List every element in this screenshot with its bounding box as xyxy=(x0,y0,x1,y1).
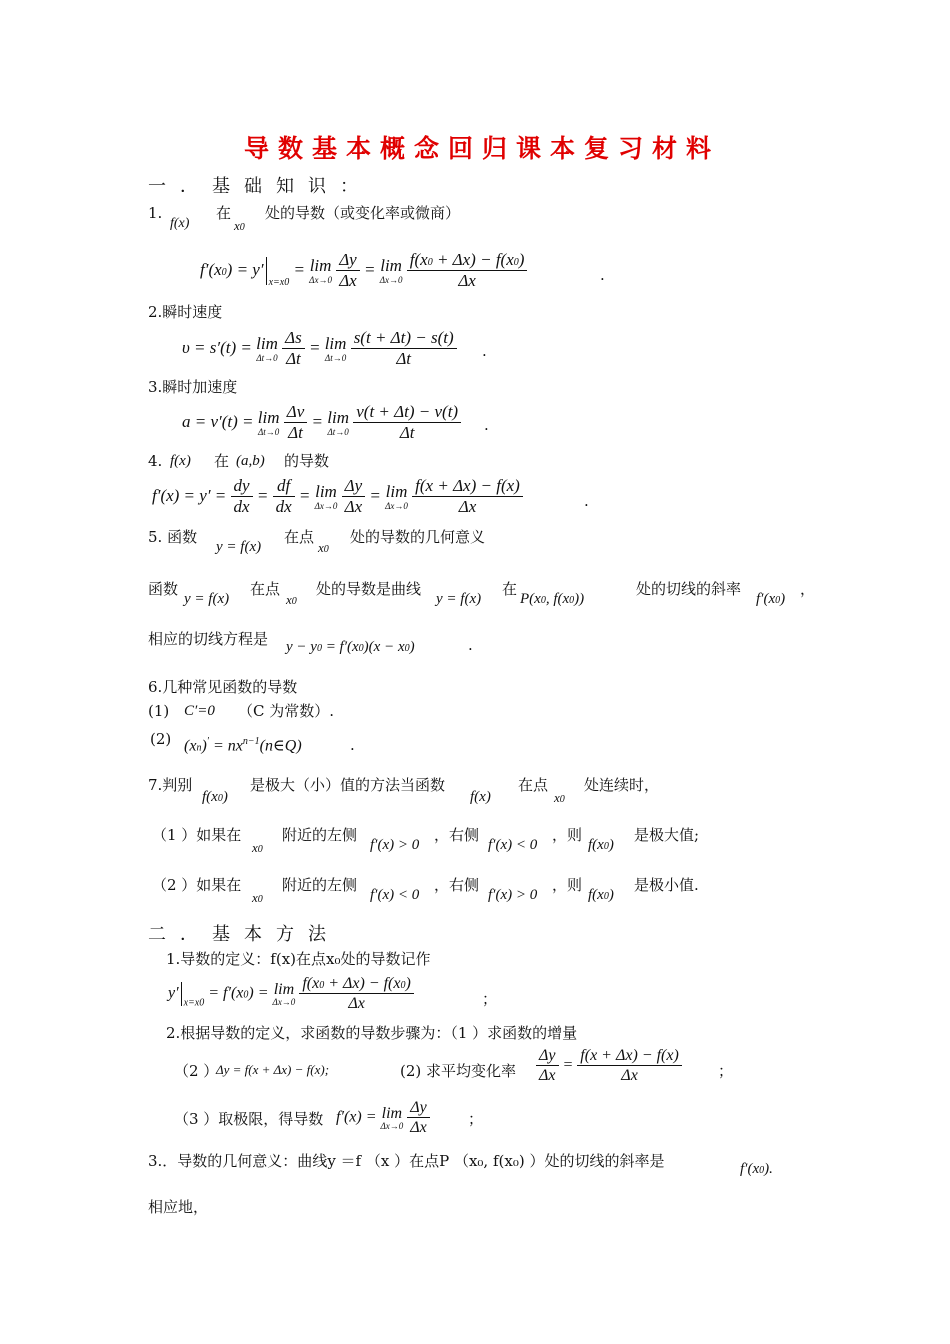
formula3-end: . xyxy=(484,416,489,434)
item5-p1: 函数 xyxy=(148,580,179,598)
item7-r2-t4: 是极小值. xyxy=(634,876,699,894)
item5-at-point: 在点 xyxy=(284,528,315,546)
method1-end: ； xyxy=(482,990,498,1008)
item6-c2-end: . xyxy=(350,736,355,754)
item5-func: y = f(x) xyxy=(216,539,262,555)
item1-x0: x0 xyxy=(234,218,245,233)
item6-c1-text: （C 为常数）. xyxy=(238,702,335,720)
item5-text: 处的导数的几何意义 xyxy=(350,528,486,546)
item5-slope: f′(x0) xyxy=(756,591,786,607)
item7-t3: 处连续时， xyxy=(584,776,660,794)
item7-x0: x0 xyxy=(554,790,565,805)
item7-r1-c2: f′(x) < 0 xyxy=(488,837,538,853)
item7-label: 7.判别 xyxy=(148,776,193,794)
item4-at: 在 xyxy=(214,452,230,470)
item4-fx: f(x) xyxy=(170,453,191,469)
item4-interval: (a,b) xyxy=(236,453,265,469)
item5-label: 5. 函数 xyxy=(148,528,198,546)
item5-p2: 在点 xyxy=(250,580,281,598)
item6-c1: (1) xyxy=(148,702,170,720)
item7-r2-fx0: f(x0) xyxy=(588,887,614,903)
item2-label: 2.瞬时速度 xyxy=(148,303,223,321)
page-title: 导数基本概念回归课本复习材料 xyxy=(244,134,721,163)
method3-text: (2) 求平均变化率 xyxy=(400,1062,517,1080)
item7-fx0: f(x0) xyxy=(202,789,228,805)
item7-fx: f(x) xyxy=(470,789,491,805)
method1-text: 1.导数的定义：f(x)在点x₀处的导数记作 xyxy=(166,950,431,968)
power-rule-formula: $(xn)' = nx^{n-1}(n\in Q)$ xyxy=(184,736,302,755)
item7-r2-num: （2 ）如果在 xyxy=(152,876,242,894)
item7-r1-t1: 附近的左侧 xyxy=(282,826,358,844)
item7-r1-t2: ，右侧 xyxy=(434,826,480,844)
item7-r1-x0: x0 xyxy=(252,840,263,855)
formula2-end: . xyxy=(482,342,487,360)
formula4-end: . xyxy=(584,492,589,510)
item7-r2-t2: ，右侧 xyxy=(434,876,480,894)
formula1-end: . xyxy=(600,266,605,284)
item5-curve: y = f(x) xyxy=(436,591,482,607)
method3-label: （2 ） xyxy=(174,1062,219,1080)
item5-p3: 处的导数是曲线 xyxy=(316,580,422,598)
velocity-formula: υ = s′(t) = lim Δt→0 $\frac{\Delta s}{\Delta t}$ = lim Δt→0 $\frac{s(t + \Delta t) - s(t)}{\Delta t}$ xyxy=(182,328,457,370)
item7-t1: 是极大（小）值的方法当函数 xyxy=(250,776,446,794)
item5-p5: 处的切线的斜率 xyxy=(636,580,742,598)
item7-r1-t4: 是极大值; xyxy=(634,826,700,844)
section-heading-methods: 二．基本方法 xyxy=(148,924,340,945)
item1-text: 处的导数（或变化率或微商） xyxy=(265,204,461,222)
average-rate-formula: $\frac{\Delta y}{\Delta x}$ = $\frac{f(x + \Delta x) - f(x)}{\Delta x}$ xyxy=(536,1046,682,1085)
item7-r2-c2: f′(x) > 0 xyxy=(488,887,538,903)
item7-r2-t1: 附近的左侧 xyxy=(282,876,358,894)
method5-text: 3.．导数的几何意义：曲线y ＝f （x ）在点P （x₀, f(x₀) ）处的切线的斜率是 xyxy=(148,1152,665,1170)
item5-x0: x0 xyxy=(318,540,329,555)
item6-c2: (2) xyxy=(150,730,172,748)
item7-r2-t3: ，则 xyxy=(552,876,583,894)
item7-r2-c1: f′(x) < 0 xyxy=(370,887,420,903)
item7-r1-fx0: f(x0) xyxy=(588,837,614,853)
item5-func-2: y = f(x) xyxy=(184,591,230,607)
item5-point-P: P(x0, f(x0)) xyxy=(520,591,585,607)
item7-r1-c1: f′(x) > 0 xyxy=(370,837,420,853)
method1-formula: $y'_{x=x0} = f'(x0)$ = lim Δx→0 $\frac{f(x0 + \Delta x) - f(x0)}{\Delta x}$ xyxy=(168,974,414,1013)
item1-at: 在 xyxy=(216,204,232,222)
item7-r2-x0: x0 xyxy=(252,890,263,905)
item6-c1-formula: C′=0 xyxy=(184,703,215,719)
derivative-definition-formula: $f'(x0) = y'_{x=x0}$ = lim Δx→0 $\frac{\Delta y}{\Delta x}$ = lim Δx→0 $\frac{f(x0 + \Delta x) - f(x0)}{\Delta x}$ xyxy=(200,250,527,292)
item5-p6: ， xyxy=(800,580,816,598)
item1-label: 1. xyxy=(148,204,163,222)
method5-formula: f′(x0). xyxy=(740,1161,773,1177)
item5-p4: 在 xyxy=(502,580,518,598)
item7-t2: 在点 xyxy=(518,776,549,794)
method3-end: ； xyxy=(718,1062,734,1080)
item4-label-b: 的导数 xyxy=(284,452,330,470)
item5-x0-2: x0 xyxy=(286,592,297,607)
item5-p7: 相应的切线方程是 xyxy=(148,630,269,648)
method2-text: 2.根据导数的定义，求函数的导数步骤为：（1 ）求函数的增量 xyxy=(166,1024,578,1042)
item4-num: 4. xyxy=(148,452,163,470)
item6-label: 6.几种常见函数的导数 xyxy=(148,678,298,696)
acceleration-formula: a = v′(t) = lim Δt→0 $\frac{\Delta v}{\Delta t}$ = lim Δt→0 $\frac{v(t + \Delta t) - v(t)}{\Delta t}$ xyxy=(182,402,461,444)
item7-r1-t3: ，则 xyxy=(552,826,583,844)
derivative-interval-formula: f′(x) = y′ = $\frac{dy}{dx}$ = $\frac{df}{dx}$ = lim Δx→0 $\frac{\Delta y}{\Delta x}$ = lim Δx→0 $\frac{f(x + \Delta x) - f(x)}{\Delta x}$ xyxy=(152,476,523,518)
item5-p8: . xyxy=(468,636,473,654)
method4-end: ； xyxy=(468,1110,484,1128)
item1-fx: f(x) xyxy=(170,216,190,231)
method6-text: 相应地， xyxy=(148,1198,209,1216)
method4-text: （3 ）取极限，得导数 xyxy=(174,1110,324,1128)
item3-label: 3.瞬时加速度 xyxy=(148,378,238,396)
increment-formula: Δy = f(x + Δx) − f(x); xyxy=(216,1062,330,1077)
limit-derivative-formula: f′(x) = lim Δx→0 $\frac{\Delta y}{\Delta x}$ xyxy=(336,1098,430,1137)
tangent-line-formula: y − y0 = f′(x0)(x − x0) xyxy=(286,639,415,655)
item7-r1-num: （1 ）如果在 xyxy=(152,826,242,844)
section-heading-basics: 一．基础知识： xyxy=(148,176,372,197)
